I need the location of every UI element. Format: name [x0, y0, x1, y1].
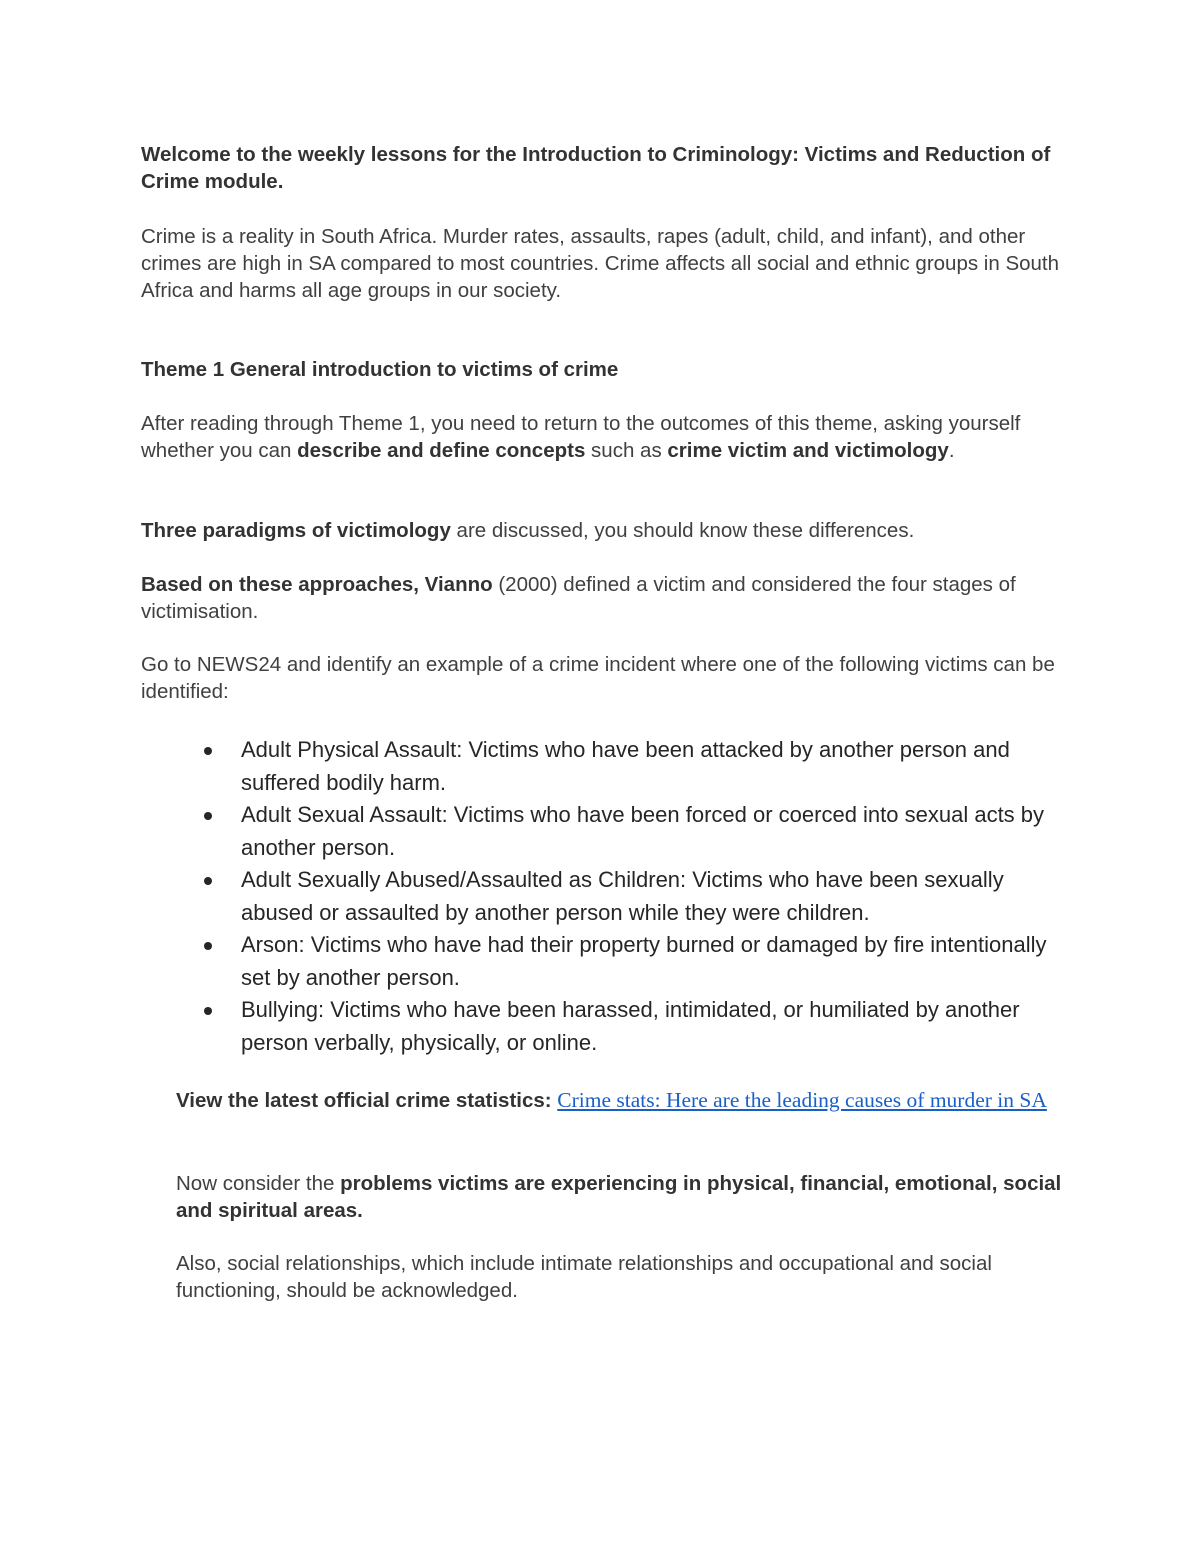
bullet-icon: [204, 812, 212, 820]
theme-1-heading: Theme 1 General introduction to victims of crime: [141, 358, 619, 381]
outcomes-bold-concepts: describe and define concepts: [297, 439, 586, 462]
outcomes-text-1: After reading through Theme 1, you need to return to the outcomes of this theme, asking yourself whether you can: [141, 412, 1021, 462]
outcomes-bold-victim: crime victim and victimology: [667, 439, 949, 462]
victim-types-list: [200, 734, 1070, 1059]
crime-statistics-label: View the latest official crime statistics:: [176, 1089, 558, 1112]
vianno-paragraph: [141, 571, 1071, 625]
news24-instruction: Go to NEWS24 and identify an example of a crime incident where one of the following victims can be identified:: [141, 653, 1055, 703]
crime-statistics-paragraph: [176, 1087, 1066, 1114]
problems-text: Now consider the: [176, 1172, 341, 1195]
paradigms-bold: Three paradigms of victimology: [141, 519, 451, 542]
list-item: [200, 994, 1070, 1059]
list-item-text: Adult Physical Assault: Victims who have been attacked by another person and suffered bodily harm.: [241, 737, 1010, 795]
social-relationships-paragraph: Also, social relationships, which include intimate relationships and occupational and social functioning, should be acknowledged.: [176, 1252, 992, 1302]
list-item-text: Adult Sexual Assault: Victims who have been forced or coerced into sexual acts by another person.: [241, 802, 1045, 860]
list-item: [200, 734, 1070, 799]
crime-reality-paragraph: Crime is a reality in South Africa. Murder rates, assaults, rapes (adult, child, and infant), and other crimes are high in SA compared to most countries. Crime affects all social and ethnic groups in South Africa and harms all age groups in our society.: [141, 225, 1060, 302]
list-item-text: Bullying: Victims who have been harassed, intimidated, or humiliated by another person verbally, physically, or online.: [241, 997, 1020, 1055]
list-item: [200, 864, 1070, 929]
vianno-text: (2000) defined a victim and considered the four stages of victimisation.: [141, 573, 1016, 623]
problems-bold: problems victims are experiencing in physical, financial, emotional, social and spiritual areas.: [176, 1172, 1062, 1222]
list-item: [200, 799, 1070, 864]
outcomes-text-3: .: [948, 439, 955, 462]
vianno-bold: Based on these approaches, Vianno: [141, 573, 493, 596]
crime-stats-link[interactable]: Crime stats: Here are the leading causes of murder in SA: [557, 1088, 1047, 1112]
paradigms-paragraph: [141, 517, 1071, 544]
module-welcome-title: Welcome to the weekly lessons for the Introduction to Criminology: Victims and Reduction of Crime module.: [141, 143, 1051, 193]
outcomes-text-2: such as: [585, 439, 668, 462]
list-item-text: Arson: Victims who have had their property burned or damaged by fire intentionally set by another person.: [241, 932, 1047, 990]
bullet-icon: [204, 942, 212, 950]
theme-outcomes-paragraph: [141, 410, 1071, 464]
bullet-icon: [204, 1007, 212, 1015]
bullet-icon: [204, 877, 212, 885]
bullet-icon: [204, 747, 212, 755]
problems-paragraph: [176, 1170, 1066, 1224]
paradigms-text: are discussed, you should know these differences.: [450, 519, 915, 542]
list-item: [200, 929, 1070, 994]
list-item-text: Adult Sexually Abused/Assaulted as Children: Victims who have been sexually abused or assaulted by another person while they were children.: [241, 867, 1004, 925]
